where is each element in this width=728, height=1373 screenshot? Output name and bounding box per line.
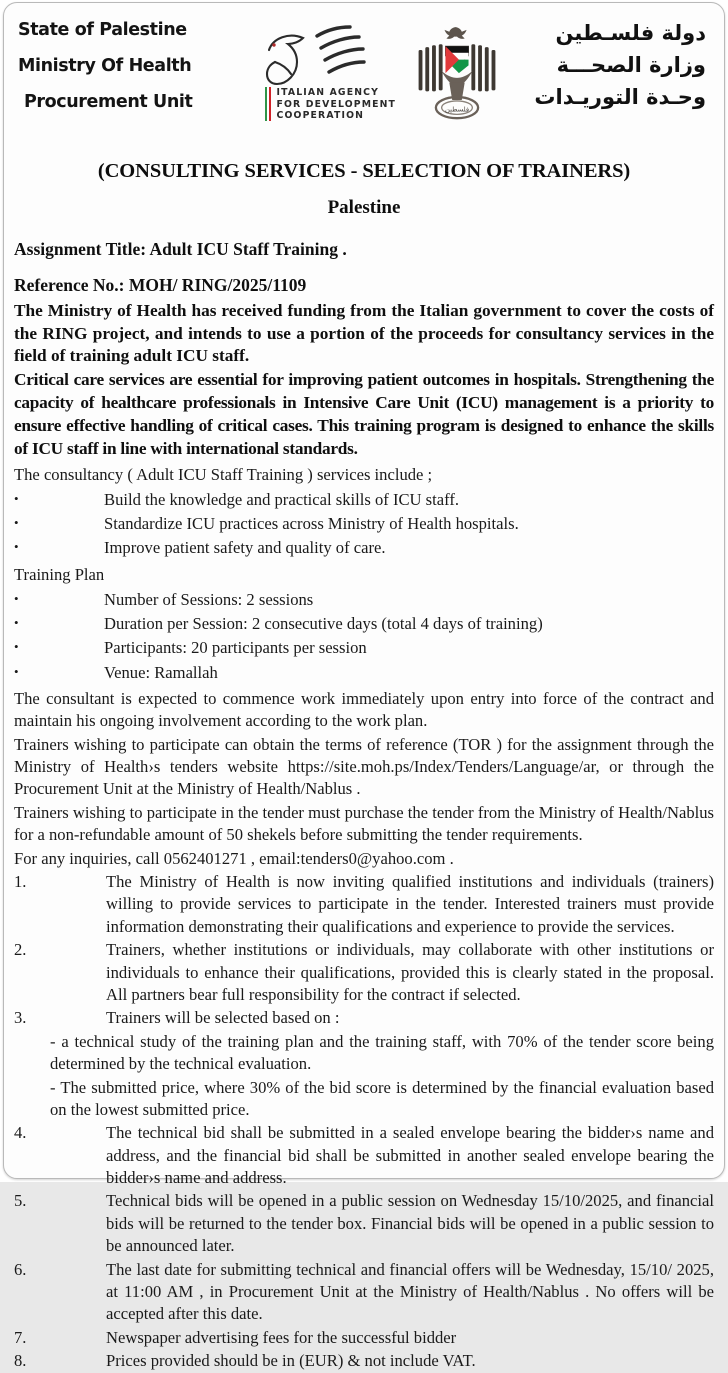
list-item-label: Participants: 20 participants per session: [104, 638, 367, 658]
list-item: [14, 636, 714, 660]
header-ministry-of-health: Ministry Of Health: [18, 56, 192, 76]
list-item: [14, 661, 714, 685]
page-title: (CONSULTING SERVICES - SELECTION OF TRAINERS): [97, 160, 631, 182]
header-arabic-titles: [526, 14, 710, 108]
dove-eye: [272, 43, 275, 46]
inquiries-note: For any inquiries, call 0562401271 , email:tenders0@yahoo.com .: [14, 848, 454, 868]
clause-3-subitem-technical: - a technical study of the training plan and the training staff, with 70% of the tender score being determined by the technical evaluation.: [50, 1031, 714, 1074]
clause-text: The Ministry of Health is now inviting qualified institutions and individuals (trainers) willing to provide services to participate in the tender. Interested trainers must provide information demonstrating their qualifications and experience to provide the services.: [106, 871, 714, 936]
clause-text: Newspaper advertising fees for the successful bidder: [106, 1327, 457, 1347]
list-item: [14, 488, 714, 512]
clause-2: [14, 939, 714, 1006]
header-arabic-ministry: وزارة الصحـــة: [556, 53, 706, 78]
list-item-label: Improve patient safety and quality of care.: [104, 538, 386, 558]
clause-3: [14, 1007, 714, 1029]
clause-5: [14, 1190, 714, 1257]
header-logos: [255, 14, 505, 127]
header-procurement-unit: Procurement Unit: [24, 92, 193, 112]
clause-number: 1.: [14, 871, 27, 891]
clause-text: The technical bid shall be submitted in a sealed envelope bearing the bidder›s name and address, and the financial bid shall be submitted in another sealed envelope bearing the bidder›s name and address.: [106, 1123, 714, 1188]
header-state-of-palestine: State of Palestine: [18, 20, 187, 40]
assignment-title: Assignment Title: Adult ICU Staff Training .: [14, 239, 347, 259]
list-item-label: Duration per Session: 2 consecutive days (total 4 days of training): [104, 614, 543, 634]
italian-flag-bars-icon: [265, 87, 272, 121]
clause-1: [14, 871, 714, 938]
clause-8: [14, 1350, 714, 1372]
clause-number: 4.: [14, 1123, 27, 1143]
tor-note: Trainers wishing to participate can obtain the terms of reference (TOR ) for the assignment through the Ministry of Health›s tenders website https://site.moh.ps/Index/Tenders/Language/ar, or through the Procurement Unit at the Ministry of Health/Nablus .: [14, 734, 714, 799]
aics-line-2: FOR DEVELOPMENT: [276, 98, 397, 110]
clause-number: 6.: [14, 1259, 27, 1279]
intro-paragraph-2: Critical care services are essential for improving patient outcomes in hospitals. Strengthening the capacity of healthcare professionals in Intensive Care Unit (ICU) management is a priority to ensure effective handling of critical cases. This training program is designed to enhance the skills of ICU staff in line with international standards.: [14, 370, 714, 458]
clause-text: Prices provided should be in (EUR) & not include VAT.: [106, 1351, 476, 1371]
italian-agency-text: [277, 87, 397, 121]
list-item-label: Number of Sessions: 2 sessions: [104, 589, 314, 609]
bullet-icon: •: [14, 515, 19, 531]
clause-text: Trainers will be selected based on :: [106, 1008, 340, 1028]
aics-line-1: ITALIAN AGENCY: [276, 87, 379, 99]
italian-agency-wordmark: [265, 87, 397, 121]
bullet-icon: •: [14, 663, 19, 679]
clause-text: Trainers, whether institutions or individuals, may collaborate with other institutions or individuals to enhance their qualifications, provided this is clearly stated in the proposal. All partners bear full responsibility for the contract if selected.: [106, 940, 714, 1004]
intro-paragraph-1: The Ministry of Health has received funding from the Italian government to cover the costs of the RING project, and intends to use a portion of the proceeds for consultancy services in the field of training adult ICU staff.: [14, 300, 714, 366]
commencement-note: The consultant is expected to commence work immediately upon entry into force of the contract and maintain his ongoing involvement according to the work plan.: [14, 688, 714, 731]
clause-text: Technical bids will be opened in a public session on Wednesday 15/10/2025, and financial bids will be returned to the tender box. Financial bids will be opened in a public session to be announced later.: [106, 1191, 714, 1256]
bullet-icon: •: [14, 590, 19, 606]
clause-number: 2.: [14, 940, 27, 960]
palestine-eagle-emblem-icon: [409, 23, 505, 127]
clause-number: 3.: [14, 1008, 27, 1028]
italian-agency-logo: [255, 22, 403, 127]
services-lead-in: The consultancy ( Adult ICU Staff Training ) services include ;: [14, 464, 433, 484]
training-plan-heading: Training Plan: [14, 564, 105, 584]
clause-4: [14, 1122, 714, 1189]
services-bullet-list: [14, 488, 714, 561]
clause-7: [14, 1327, 714, 1349]
header-english-titles: [18, 14, 233, 112]
list-item-label: Venue: Ramallah: [104, 662, 218, 682]
list-item: [14, 536, 714, 560]
aics-line-3: COOPERATION: [276, 109, 365, 121]
bullet-icon: •: [14, 639, 19, 655]
bullet-icon: •: [14, 539, 19, 555]
clause-number: 8.: [14, 1351, 27, 1371]
header-arabic-procurement: وحـدة التوريـدات: [534, 85, 706, 110]
clause-number: 7.: [14, 1327, 27, 1347]
bullet-icon: •: [14, 490, 19, 506]
list-item: [14, 512, 714, 536]
list-item: [14, 612, 714, 636]
list-item-label: Standardize ICU practices across Ministry of Health hospitals.: [104, 514, 519, 534]
clause-text: The last date for submitting technical and financial offers will be Wednesday, 15/10/ 2025, at 11:00 AM , in Procurement Unit at the Ministry of Health/Nablus . No offers will be accepted after this date.: [106, 1259, 714, 1324]
document-header: [14, 10, 714, 138]
list-item-label: Build the knowledge and practical skills of ICU staff.: [104, 489, 459, 509]
tender-purchase-note: Trainers wishing to participate in the tender must purchase the tender from the Ministry of Health/Nablus for a non-refundable amount of 50 shekels before submitting the tender requirements.: [14, 802, 714, 845]
page-subtitle: Palestine: [327, 197, 401, 218]
training-plan-bullet-list: [14, 588, 714, 685]
clause-6: [14, 1259, 714, 1326]
list-item: [14, 588, 714, 612]
bullet-icon: •: [14, 615, 19, 631]
header-arabic-state: دولة فلسـطين: [555, 21, 706, 45]
clause-3-subitem-financial: - The submitted price, where 30% of the bid score is determined by the financial evaluation based on the lowest submitted price.: [50, 1077, 714, 1119]
svg-text:فلسطين: فلسطين: [444, 104, 469, 113]
clause-number: 5.: [14, 1191, 27, 1211]
reference-number: Reference No.: MOH/ RING/2025/1109: [14, 274, 307, 295]
